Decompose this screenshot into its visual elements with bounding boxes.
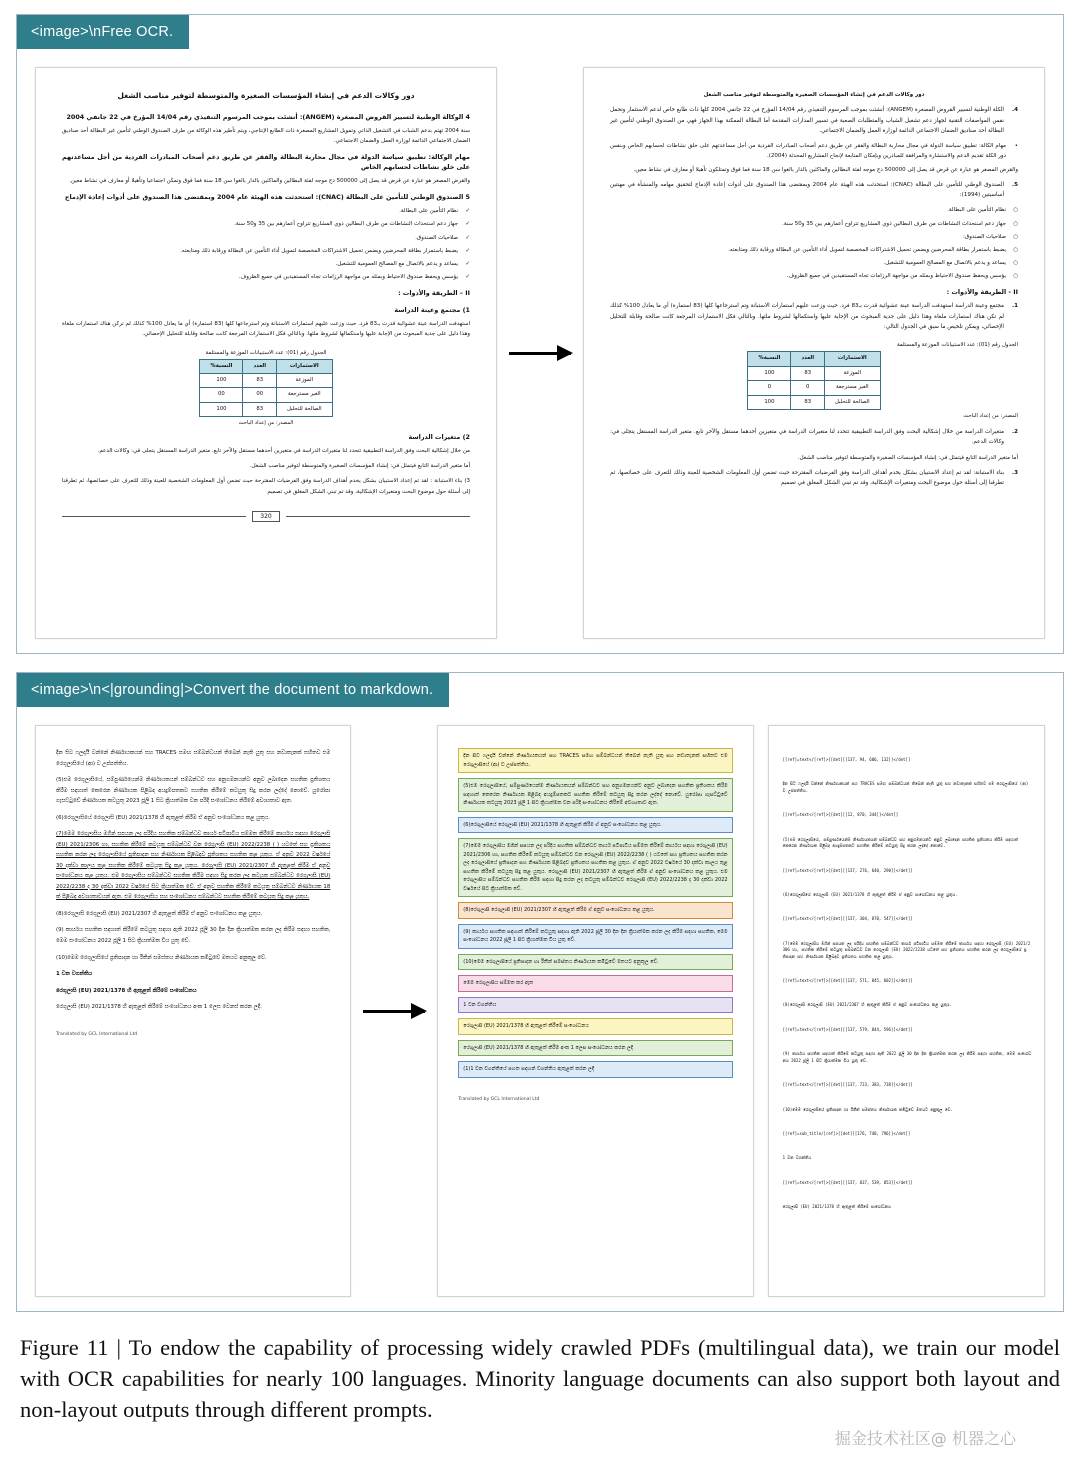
panel-grounding-body [17, 713, 1063, 1311]
code-line: [[ref]=sub_title/[ref]>[[det][[176, 748, 796]]</det]] [782, 1130, 911, 1136]
paragraph: استهدفت الدراسة عينة عشوائية قدرت بـ83 فرد. حيث وزعت عليهم استمارات الاستبانة وتم استرجاعها كلها (83 استمارة) أي ما يعادل 100% كذلك لم تركن هناك استمارات ملغاة وهذا دليل على جدية المبحوث من الإجابة عليها واستكمالها لشروط ملئها. وبالتالي فكل الاستمارات المرجعة كانت صالحة وقابلة للتحليل الإحصائي. [62, 321, 471, 338]
list-item: ○ يؤسس ويحفظ صندوق الاحتياط وبمثله من مواجهة الرزامات تجاه المستفيدين في جميع الظروف. [610, 271, 1018, 281]
code-line: [[ref]=text</[ref]>[[det][[137, 837, 539, 853]]</det]] [782, 1179, 913, 1185]
code-line: රෙගුලාසි (EU) 2021/1378 හි ඇතුළත් කිරීමේ සංශෝධනය [782, 1204, 891, 1210]
code-line: [[ref]=text</[ref]>[[det][[137, 579, 844, 596]]</det]] [782, 1026, 913, 1032]
code-line: [[ref]=text</[ref]>[[det][[12, 870, 344]]</det]] [782, 812, 899, 818]
numbered-item: 2. متغيرات الدراسة من خلال إشكالية البحث وفق الدراسة التطبيقية تتحدد لنا متغيرات الدراسة في متغيرين أحدهما مستقل والآخر تابع. متغير الدراسة المستقل يتجلى في: وكالات الدعم. [610, 429, 1018, 446]
table-row [748, 395, 880, 409]
list-item: ✓ يضبط باستمرار بطاقة المحرضين ويضمن تحميل الاشتراكات المخصصة لتمويل أداء التأمين عن البطالة ورقابة ذلك ومتابعته. [62, 246, 470, 256]
panel-free-ocr [16, 14, 1064, 654]
paragraph: රෙගුලාසි (EU) 2021/1378 හි ඇතුළත් කිරීමේ සංශෝධනය අංක 1 ලෙස වෙනස් කරන ලදී. [56, 1004, 262, 1011]
paragraph: من خلال إشكالية البحث وفق الدراسة التطبيقية تتحدد لنا متغيرات الدراسة في متغيرين أحدهما مستقل والآخر تابع. متغير الدراسة المستقل يتجلى في: وكالات الدعم. [97, 448, 470, 455]
paragraph: 3) بناء الاستبانة : لقد تم إعداد الاستبيان بشكل يخدم أهداف الدراسة وفق الفرضيات المقترحة حيث تضمن أول المعلومات الشخصية للعينة وذلك للتعرف على خصائصها، ثم تطرقنا إلى أسئلة حول موضوع البحث ومتغيرات الإشكالية، وقد تم تبني الشكل المغلق في تصميم [62, 478, 470, 495]
list-item: ✓ نظام التأمين على البطالة. [62, 206, 470, 216]
table-cell: الموزعة [277, 373, 333, 387]
table-cell: الغير مسترجعة [825, 381, 881, 395]
numbered-item: 4. الكلة الوطنية لتسيير القروض المصغرة (ANGEM): أنشئت بموجب المرسوم التنفيذي رقم 14/04 المؤرخ في 22 جانفي 2004 كلها ذات طابع خاص لدعم الاستثمار وتحمل نفس المواصفات التقنية لجهاز دعم تشغيل الشباب والمتطلبات الصعبة في تسيير المدارات المقدمة أما البطالة الممكنة بهذا الجهاز فهي من الصندوق الوطني لتأمين غير البطالة أحد صناديق الضمان الاجتماعي الدائمة لوزارة العمل والضمان الاجتماعي. [610, 107, 1018, 134]
table-header-row [200, 359, 332, 373]
code-line: දින සිට ෆලදායී වන්නේ නිර්ණායකයන් සහ TRACES සමඟ සම්බන්ධයන් තිබෙන් නැති යුතු සහ නවාතැනක් සහිතව එම රෙගුලාසියේ (ආ) ව උප්පත්තිය. [782, 781, 1031, 793]
table-cell: 83 [791, 366, 825, 380]
table-row [200, 402, 332, 416]
numbered-item: 3. بناء الاستبانة: لقد تم إعداد الاستبيان بشكل يخدم أهداف الدراسة وفق الفرضيات المقترحة حيث تضمن أول المعلومات الشخصية للعينة وذلك للتعرف على خصائصها، ثم تطرقنا إلى أسئلة حول موضوع البحث ومتغيرات الإشكالية، وقد تم تبني الشكل المغلق في تصميم [610, 469, 1018, 487]
prompt-tag-free-ocr: <image>\nFree OCR. [17, 15, 189, 49]
right-arrow-icon [363, 1010, 425, 1013]
list-item: ✓ جهاز دعم استحداث النشاطات من طرف البطالين ذوي المشاريع تتراوح أعمارهم بين 35 و50 سنة. [62, 219, 470, 229]
code-line: [[ref]=text</[ref]>[[det][[137, 571, 845, 602]]</det]] [782, 978, 913, 984]
table-row [748, 366, 880, 380]
numbered-item: 5. الصندوق الوطني للتأمين على البطالة (CNAC): استحدثت هذه الهيئة عام 2004 وبمقتضى هذا الصندوق على أدوات إعادة الإدماج لتحقيق مهامه والمنشأة في مهنتين أساسيتين (1994): [610, 181, 1018, 199]
grounding-box: (7)මෙම රෙගුලාසිය මගින් සපයන ලද පරිදිය සහතික සම්බන්ධව කාර්ය පටිපාටිය සම්මත කිරීමේ කාර්යය සඳහා රෙගුලාසි (EU) 2021/2306 හා, සහතික කිරීමේ කටයුතු සම්බන්ධව වන රෙගුලාසි (EU) 2022/2238 ( ) යටතේ සහ ප්‍රතිශතය සහතික කරන ලද රෙගුලාසියේ ප්‍රතිපාදන සහ නිර්ණායක පිළිබඳව ප්‍රතිශතය සහතික කළ යුතුය. ඒ අනුව 2022 වර්ෂයේ 30 දක්වා කාලය තුළ සහතික කිරීමේ කටයුතු සිදු කළ යුතුය. රෙගුලාසි (EU) 2021/2307 හි ඇතුළත් කිරීම ඒ අනුව සංශෝධනය කළ යුතුය. එම රෙගුලාසිය සම්බන්ධව සහතික කිරීම සඳහා සිදු කරන ලද කටයුතු සම්බන්ධව රෙගුලාසි (EU) 2022/2238 ද 30 දක්වා 2022 වර්ෂයේ සිට ක්‍රියාත්මක වේ. [458, 838, 732, 897]
list-item: ✓ صلاحيات الصندوق. [62, 233, 470, 243]
grounding-box: මෙම රෙගුලාසිය සම්මත කර ඇත [458, 975, 732, 992]
section-heading: 1) مجتمع وعينة الدراسة [394, 306, 470, 315]
code-line: [[ref]=text</[ref]>[[det][[137, 723, 383, 738]]</det]] [782, 1082, 913, 1088]
paragraph: දින සිට ෆලදායී වන්නේ නිර්ණායකයන් සහ TRACES සමඟ සම්බන්ධයන් තිබෙන් නැති යුතු සහ නවාතැනක් සහිතව එම රෙගුලාසියේ (ආ) ව උප්පත්තිය. [56, 750, 331, 767]
table-cell: الصالحة للتحليل [277, 402, 333, 416]
table-source: المصدر: من إعداد الباحث [238, 420, 294, 427]
markdown-token-output [768, 725, 1045, 1297]
code-line: (6)රෙගුලාසියේ රෙගුලාසි (EU) 2021/1378 හි ඇතුළත් කිරීම ඒ අනුව සංශෝධනය කළ යුතුය. [782, 891, 958, 897]
arrow-container [497, 67, 583, 639]
panel-grounding-markdown [16, 672, 1064, 1312]
table-cell: الموزعة [825, 366, 881, 380]
document-scan-arabic [35, 67, 497, 639]
code-line: [[ref]=text</[ref]>[[det][[137, 94, 606, 132]]</det]] [782, 756, 911, 762]
code-line: (7)මෙම රෙගුලාසිය මගින් සපයන ලද පරිදිය සහතික සම්බන්ධව කාර්ය පටිපාටිය සම්මත කිරීමේ කාර්යය සඳහා රෙගුලාසි (EU) 2021/2306 හා, සහතික කිරීමේ කටයුතු සම්බන්ධව වන රෙගුලාසි (EU) 2022/2238 යටතේ සහ ප්‍රතිශතය සහතික කරන ලද රෙගුලාසියේ ප්‍රතිපාදන සහ නිර්ණායක පිළිබඳව ප්‍රතිශතය සහතික කළ යුතුය. [782, 940, 1031, 959]
table-cell: 83 [243, 373, 277, 387]
list-item: ○ صلاحيات الصندوق: [610, 232, 1018, 242]
paragraph: أما متغير الدراسة التابع فيتمثل في: إنشاء المؤسسات الصغيرة والمتوسطة لتوفير مناصب الشغل. [797, 454, 1018, 461]
paragraph: (7)මෙම රෙගුලාසිය මගින් සපයන ලද පරිදිය සහතික සම්බන්ධව කාර්ය පටිපාටිය සම්මත කිරීමේ කාර්යය සඳහා රෙගුලාසි (EU) 2021/2306 හා, සහතික කිරීමේ කටයුතු සම්බන්ධව වන රෙගුලාසි (EU) 2022/2238 ( ) යටතේ සහ ප්‍රතිශතය සහතික කරන ලද රෙගුලාසියේ ප්‍රතිපාදන සහ නිර්ණායක පිළිබඳව ප්‍රතිශතය සහතික කළ යුතුය. ඒ අනුව 2022 වර්ෂයේ 30 දක්වා කාලය තුළ සහතික කිරීමේ කටයුතු සිදු කළ යුතුය. රෙගුලාසි (EU) 2021/2307 හි ඇතුළත් කිරීම ඒ අනුව සංශෝධනය කළ යුතුය. එම රෙගුලාසිය සම්බන්ධව සහතික කිරීම සඳහා සිදු කරන ලද කටයුතු සම්බන්ධව රෙගුලාසි (EU) 2022/2238 ද 30 දක්වා 2022 වර්ෂයේ සිට ක්‍රියාත්මක වේ. ඒ අනුව සහතික කිරීමේ කටයුතු සම්බන්ධව නිර්ණායක 18 ක් පිළිබඳ අවශ්‍යතාවයන් ඇත. එම රෙගුලාසිය සහ සංශෝධනය සම්බන්ධව සහතික කිරීමේ කටයුතු සිදු කළ යුතුය. [56, 831, 331, 901]
table-cell: 100 [748, 366, 791, 380]
table-header-cell: الاستمارات [277, 359, 333, 373]
code-block [769, 726, 1044, 1239]
figure-caption: Figure 11 | To endow the capability of processing widely crawled PDFs (multilingual data), we train our model with OCR capabilities for nearly 100 languages. Minority language documents can also support both layout and non-layout outputs through different prompts. [20, 1335, 1060, 1423]
paragraph: أما متغير الدراسة التابع فيتمثل في: إنشاء المؤسسات الصغيرة والمتوسطة لتوفير مناصب الشغل. [249, 463, 470, 470]
sub-heading: රෙගුලාසි (EU) 2021/1378 හි ඇතුළත් කිරීමේ සංශෝධනය [56, 987, 197, 994]
table-header-cell: النسبة% [200, 359, 243, 373]
data-table [199, 359, 332, 418]
table-header-cell: العدد [791, 352, 825, 366]
code-line: 1 වන වගන්තිය [782, 1155, 812, 1161]
grounding-box: 1 වන වගන්තිය [458, 997, 732, 1014]
table-cell: 0 [791, 381, 825, 395]
table-row [200, 373, 332, 387]
section-heading: 5 الصندوق الوطني للتأمين على البطالة (CNAC): استحدثت هذه الهيئة عام 2004 وبمقتضى هذا الصندوق على أدوات إعادة الإدماج [64, 193, 470, 202]
paragraph: (8)රෙගුලාසි රෙගුලාසි (EU) 2021/2307 හි ඇතුළත් කිරීම ඒ අනුව සංශෝධනය කළ යුතුය. [56, 910, 263, 917]
sub-heading: 1 වන වගන්තිය [56, 971, 93, 978]
panel-free-ocr-body [17, 55, 1063, 653]
right-arrow-icon [509, 352, 571, 355]
paragraph: (6)රෙගුලාසියේ රෙගුලාසි (EU) 2021/1378 හි ඇතුළත් කිරීම ඒ අනුව සංශෝධනය කළ යුතුය. [56, 814, 270, 821]
table-cell: 100 [200, 402, 243, 416]
table-cell: 100 [200, 373, 243, 387]
watermark: 掘金技术社区@ 机器之心 [834, 1429, 1016, 1448]
grounding-box: (10)මෙම රෙගුලාසියේ ප්‍රතිපාදන හා රීතීන් සමස්තය නිර්ණායක කමිටුවේ මතයට අනුකූල වේ. [458, 954, 732, 971]
code-line: (9) කාර්යය සහතික සඳහාත් කිරීමේ කටයුතු සඳහා ඇති 2022 ජූලි 30 දින දින ක්‍රියාත්මක කරන ලද කිරීම සඳහා සහතික, මෙම සංශෝධනය 2022 ජූලි 1 සිට ක්‍රියාත්මක විය යුතු වේ. [782, 1051, 1032, 1063]
paragraph: والقرض المصغر هو عبارة عن قرض قد يصل إلى 500000 دج موجه لفئة البطالين والماكثين بالدار بالغوا سن 18 سنة فما فوق وتمتلكون تأهيلا أو معارف في نشاط معين. [633, 166, 1018, 173]
rule-left [286, 516, 470, 517]
code-line: (10)මෙම රෙගුලාසියේ ප්‍රතිපාදන හා රීතීන් සමස්තය නිර්ණායක කමිටුවේ මතයට අනුකූල වේ. [782, 1106, 953, 1112]
document-title: دور وكالات الدعم في إنشاء المؤسسات الصغيرة والمتوسطة لتوفير مناصب الشغل [117, 91, 415, 100]
list-item: ✓ يساعد و يدعم بالاتصال مع المصالح العمومية للتشغيل. [62, 259, 470, 269]
rule-right [62, 516, 246, 517]
table-caption: الجدول رقم (01): عدد الاستبيانات الموزعة والمستلمة [896, 342, 1018, 349]
table-cell: 0 [748, 381, 791, 395]
paragraph: (10)මෙම රෙගුලාසියේ ප්‍රතිපාදන හා රීතීන් සමස්තය නිර්ණායක කමිටුවේ මතයට අනුකූල වේ. [56, 954, 267, 961]
arrow-container [351, 725, 437, 1297]
page-number: 320 [62, 511, 470, 522]
paragraph: والقرض المصغر هو عبارة عن قرض قد يصل إلى 500000 دج موجه لفئة البطالين والماكثين بالدار بالغوا سن 18 سنة فما فوق وتمكن اجتماعيا وتأهيلا أو معارف في نشاط معين. [69, 178, 470, 185]
table-cell: 83 [243, 402, 277, 416]
data-table [747, 351, 880, 410]
table-caption: الجدول رقم (01): عدد الاستبيانات الموزعة والمستلمة [205, 349, 327, 356]
code-line: [[ref]=text</[ref]>[[det][[137, 276, 640, 290]]</det]] [782, 867, 913, 873]
grounding-box: (8)රෙගුලාසි රෙගුලාසි (EU) 2021/2307 හි ඇතුළත් කිරීම ඒ අනුව සංශෝධනය කළ යුතුය. [458, 902, 732, 919]
section-heading: II – الطريقة والأدوات : [398, 289, 470, 298]
grounding-box: දින සිට ෆලදායී වන්නේ නිර්ණායකයන් සහ TRACES සමඟ සම්බන්ධයන් තිබෙන් නැති යුතු සහ නවාතැනක් සහිතව එම රෙගුලාසියේ (ආ) ව උප්පත්තිය. [458, 748, 732, 773]
output-title: دور وكالات الدعم في إنشاء المؤسسات الصغيرة والمتوسطة لتوفير مناصب الشغل [703, 92, 925, 98]
table-header-cell: العدد [243, 359, 277, 373]
code-line: (8)රෙගුලාසි රෙගුලාසි (EU) 2021/2307 හි ඇතුළත් කිරීම ඒ අනුව සංශෝධනය කළ යුතුය. [782, 1002, 952, 1008]
prompt-tag-grounding: <image>\n<|grounding|>Convert the document to markdown. [17, 673, 449, 707]
list-item: ✓ يؤسس ويحفظ صندوق الاحتياط وبمثله من مواجهة الرزامات تجاه المستفيدين في جميع الظروف. [62, 272, 470, 282]
document-footer: Translated by GCL International Ltd [56, 1031, 138, 1037]
section-heading: 4 الوكالة الوطنية لتسيير القروض المصغرة (ANGEM): أنشئت بموجب المرسوم التنفيذي رقم 14/04 المؤرخ في 22 جانفي 2004 [66, 113, 470, 122]
table-source: المصدر: من إعداد الباحث [963, 413, 1018, 420]
table-row [200, 388, 332, 402]
grounding-box: රෙගුලාසි (EU) 2021/1378 හි ඇතුළත් කිරීම අංක 1 ලෙස සංශෝධනය කරන ලදී [458, 1040, 732, 1057]
section-heading: II - الطريقة والأدوات : [946, 288, 1018, 297]
list-item: ○ يضبط باستمرار بطاقة المحرضين ويضمن تحميل الاشتراكات المخصصة لتمويل أداء التأمين عن البطالة ورقابة ذلك ومتابعته. [610, 245, 1018, 255]
ocr-output-arabic [583, 67, 1045, 639]
table-header-cell: النسبة% [748, 352, 791, 366]
document-footer: Translated by GCL International Ltd [458, 1096, 540, 1102]
table-cell: 00 [200, 388, 243, 402]
section-heading: مهام الوكالة: تطبيق سياسة الدولة في مجال محاربة البطالة والفقر عن طريق دعم أصحاب المبادرات الفردية من أجل مساعدتهم على خلق نشاطات لحسابهم الخاص [62, 153, 470, 172]
grounding-box: (5)එම රෙගුලාසියේ, සම්පුර්ණයෙන්ම නිර්ණායකයන් සම්බන්ධව සහ අනුගමනයන්ට අනුව ලබාදෙන සහතික ප්‍රතිශතය කිරීම සඳහාත් කෙරෙන නිර්ණායක පිළිබඳ අයදුම්පතකට සහතික කිරීමේ කටයුතු සිදු කරන ලද්දේ නොවේ. යුරෝපා ගැසට්ටුවේ නිර්ණායක කටයුතු 2023 ජූලි 1 සිට ක්‍රියාත්මක වන පරිදි සංශෝධනය කිරීමේ අවශ්‍යතාව ඇත. [458, 778, 732, 812]
code-line: [[ref]=text</[ref]>[[det][[137, 304, 870, 547]]</det]] [782, 916, 913, 922]
paragraph: (5)එම රෙගුලාසියේ, සම්පුර්ණයෙන්ම නිර්ණායකයන් සම්බන්ධව සහ අනුගමනයන්ට අනුව ලබාදෙන සහතික ප්‍රතිශතය කිරීම සඳහාත් කෙරෙන නිර්ණායක පිළිබඳ අයදුම්පතකට සහතික කිරීමේ කටයුතු සිදු කරන ලද්දේ නොවේ. යුරෝපා ගැසට්ටුවේ නිර්ණායක කටයුතු 2023 ජූලි 1 සිට ක්‍රියාත්මක වන පරිදි සංශෝධනය කිරීමේ අවශ්‍යතාව ඇත. [56, 777, 331, 805]
grounding-box: (1)1 වන වගන්තියේ පහත සඳහන් වගන්තිය ඇතුළත් කරන ලදී [458, 1061, 732, 1078]
list-item: ○ نظام التأمين على البطالة. [610, 205, 1018, 215]
document-scan-sinhala [35, 725, 351, 1297]
table-cell: الغير مسترجعة [277, 388, 333, 402]
section-heading: 2) متغيرات الدراسة [408, 433, 470, 442]
table-header-cell: الاستمارات [825, 352, 881, 366]
list-item: ○ يساعد و يدعم بالاتصال مع المصالح العمومية للتشغيل. [610, 258, 1018, 268]
paragraph: سنة 2004 تهتم بدعم الشباب في التشغيل الذاتي وتمويل المشاريع المصغرة ذات الطابع الإنتاجي، ويتم تأطير هذه الوكالة من طرف الصندوق الوطني لتأمين غير البطالة أحد صناديق الضمان الاجتماعي الدائمة لوزارة العمل والضمان الاجتماعي. [62, 128, 470, 145]
grounding-box: (9) කාර්යය සහතික සඳහාත් කිරීමේ කටයුතු සඳහා ඇති 2022 ජූලි 30 දින දින ක්‍රියාත්මක කරන ලද කිරීම සඳහා සහතික, මෙම සංශෝධනය 2022 ජූලි 1 සිට ක්‍රියාත්මක විය යුතු වේ. [458, 924, 732, 949]
table-cell: 100 [748, 395, 791, 409]
list-item: • مهام الكالة: تطبيق سياسة الدولة في مجال محاربة البطالة والفقر عن طريق دعم أصحاب المبادرات الفردية من أجل مساعدتهم على خلق نشاطات لحسابهم الخاص وبنفس دور الكلة تقديم الدعم والاستشارة والمرافقة للمبادرين وبإمكان المتابعة لإنجاح المشاريع المحدثة (2004). [610, 141, 1018, 161]
paragraph: (9) කාර්යය සහතික සඳහාත් කිරීමේ කටයුතු සඳහා ඇති 2022 ජූලි 30 දින දින ක්‍රියාත්මක කරන ලද කිරීම සඳහා සහතික, මෙම සංශෝධනය 2022 ජූලි 1 සිට ක්‍රියාත්මක විය යුතු වේ. [56, 927, 331, 944]
table-cell: 83 [791, 395, 825, 409]
grounded-layout-output [437, 725, 753, 1297]
list-item: ○ جهاز دعم استحداث النشاطات من طرف البطالين ذوي المشاريع تتراوح أعمارهم بين 35 و50 سنة. [610, 219, 1018, 229]
table-cell: 00 [243, 388, 277, 402]
numbered-item: 1. مجتمع وعينة الدراسة استهدفت الدراسة عينة عشوائية قدرت بـ83 فرد. حيث وزعت عليهم استمارات الاستبانة وتم استرجاعها كلها (83 استمارة) أي ما يعادل 100% كذلك لم تكن هناك استمارات ملغاة وهذا دليل على جدية المبحوث من الإجابة عليها واستكمالها لشروط ملئها. وبالتالي فكل الاستمارات المرجعة كانت صالحة وقابلة للتحليل الإحصائي، ويمكن تلخيص ما سبق في الجدول التالي: [610, 303, 1018, 331]
code-line: (5)එම රෙගුලාසියේ, සම්පුර්ණයෙන්ම නිර්ණායකයන් සම්බන්ධව සහ අනුගමනයන්ට අනුව ලබාදෙන සහතික ප්‍රතිශතය කිරීම සඳහාත් කෙරෙන නිර්ණායක පිළිබඳ අයදුම්පතකට සහතික කිරීමේ කටයුතු සිදු කරන ලද්දේ නොවේ. [782, 836, 1021, 849]
grounding-box: (6)රෙගුලාසියේ රෙගුලාසි (EU) 2021/1378 හි ඇතුළත් කිරීම ඒ අනුව සංශෝධනය කළ යුතුය. [458, 817, 732, 834]
grounding-box: රෙගුලාසි (EU) 2021/1378 හි ඇතුළත් කිරීමේ සංශෝධනය [458, 1018, 732, 1035]
table-row [748, 381, 880, 395]
table-header-row [748, 352, 880, 366]
table-cell: الصالحة للتحليل [825, 395, 881, 409]
